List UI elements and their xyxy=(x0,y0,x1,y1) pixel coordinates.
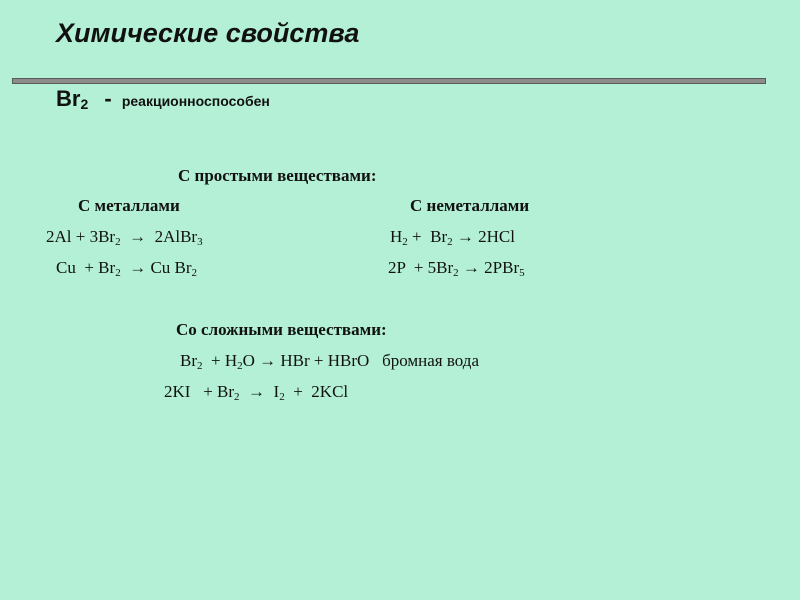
equation-ki-br2: $2KI + Br_2 \to I_2 + 2KCl$ xyxy=(164,382,349,403)
bromine-water-note: бромная вода xyxy=(382,351,479,370)
simple-substances-heading: С простыми веществами: xyxy=(178,166,377,185)
equation-p-br2: $2P + 5Br_2 \to 2PBr_5$ xyxy=(388,258,525,279)
equation-al-br2: $2Al + 3Br_2$ → 2AlBr$_3$ xyxy=(46,227,203,248)
complex-substances-heading: Со сложными веществами: xyxy=(176,320,387,339)
reactivity-description: реакционноспособен xyxy=(121,93,270,109)
bromine-formula: $Br_2$ xyxy=(56,86,89,112)
equation-cu-br2: $Cu + Br_2 \to Cu$ $Br_2$ xyxy=(56,258,198,279)
bromine-subject xyxy=(56,86,270,112)
page-title: Химические свойства xyxy=(56,18,360,48)
divider xyxy=(12,78,766,84)
metals-heading: С металлами xyxy=(78,196,180,215)
dash: - xyxy=(104,86,112,111)
nonmetals-heading: С неметаллами xyxy=(410,196,530,215)
equation-h2-br2: $H_2 + Br_2 \to 2HCl$ xyxy=(390,227,515,248)
equation-br2-h2o: $Br_2 + H_2O$ → HBr + HBrO бромная вода xyxy=(180,351,479,372)
